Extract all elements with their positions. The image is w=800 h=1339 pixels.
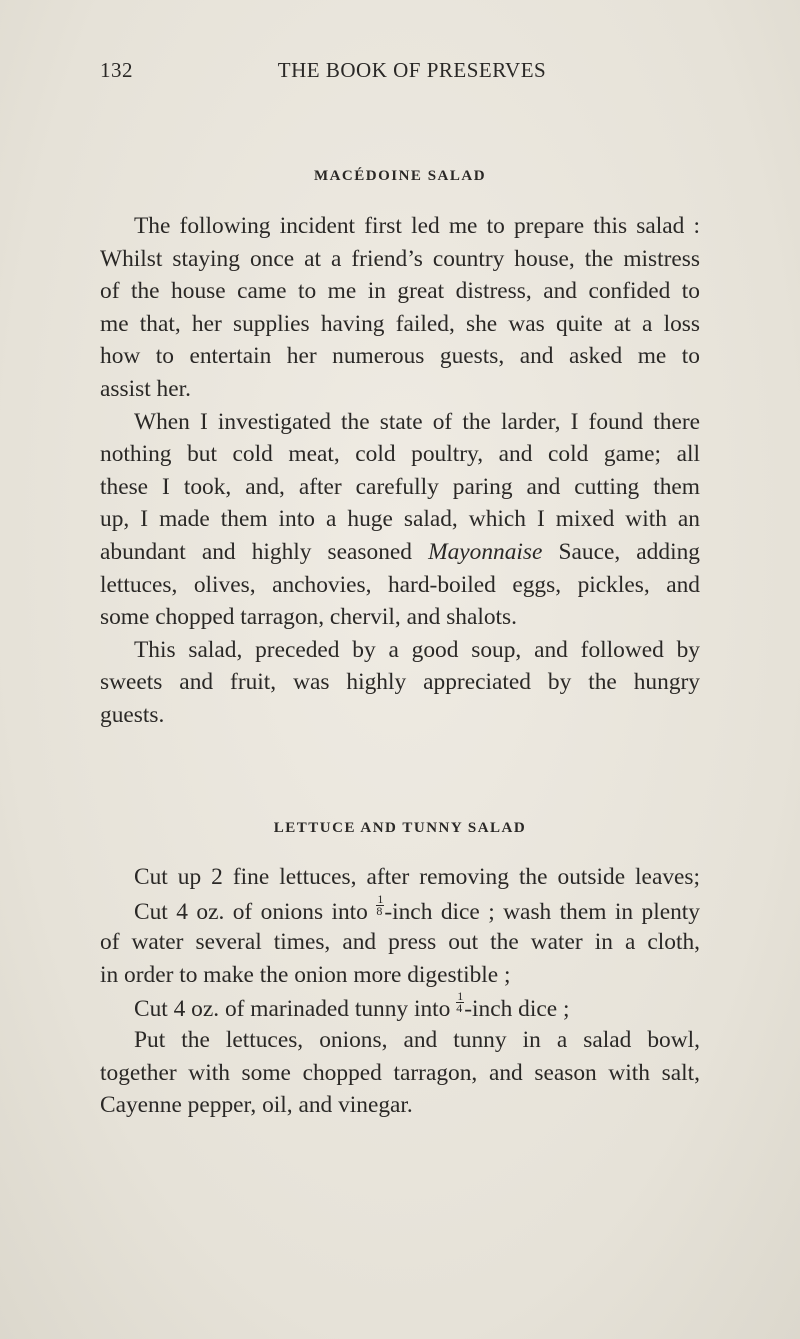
text-segment: abundant and highly seasoned — [100, 538, 412, 565]
text-line: The following incident first led me to prepare this salad : — [134, 213, 700, 239]
text-segment: Sauce, adding — [558, 538, 700, 565]
text-line-quarter-inch — [100, 991, 700, 1024]
text-line: Cayenne pepper, oil, and vinegar. — [100, 1092, 413, 1119]
text-line: together with some chopped tarragon, and season with salt, — [100, 1059, 700, 1086]
text-line-mayonnaise — [100, 536, 700, 569]
text-line: When I investigated the state of the larder, I found there — [134, 408, 700, 435]
page-number: 132 — [100, 58, 133, 82]
text-line: nothing but cold meat, cold poultry, and cold game; all — [100, 441, 700, 468]
text-line: assist her. — [100, 375, 191, 402]
text-line: me that, her supplies having failed, she was quite at a loss — [100, 310, 700, 337]
section-body-lettuce-tunny-salad — [100, 861, 700, 1122]
text-line: Cut up 2 fine lettuces, after removing the outside leaves; — [134, 864, 700, 890]
section-body-macedoine-salad — [100, 210, 700, 732]
text-line: guests. — [100, 701, 165, 728]
fraction-denominator: 8 — [376, 903, 383, 918]
section-heading-macedoine-salad: MACÉDOINE SALAD — [313, 168, 487, 184]
fraction-denominator: 4 — [456, 1001, 463, 1016]
text-line: lettuces, olives, anchovies, hard-boiled eggs, pickles, and — [100, 571, 700, 598]
fraction-numerator: 1 — [457, 991, 464, 1004]
text-line: sweets and fruit, was highly appreciated by the hungry — [100, 669, 700, 696]
text-line: some chopped tarragon, chervil, and shalots. — [100, 604, 518, 631]
text-line: Put the lettuces, onions, and tunny in a salad bowl, — [134, 1026, 700, 1053]
text-segment: Cut 4 oz. of marinaded tunny into — [134, 996, 451, 1023]
running-head — [100, 58, 700, 88]
text-segment: Cut 4 oz. of onions into — [134, 898, 368, 925]
text-segment: -inch dice ; wash them in plenty — [384, 898, 700, 925]
fraction-numerator: 1 — [377, 893, 384, 906]
text-segment: -inch dice ; — [464, 996, 570, 1023]
text-line: how to entertain her numerous guests, and asked me to — [100, 343, 700, 370]
italic-term-mayonnaise: Mayonnaise — [428, 538, 543, 565]
text-line-eighth-inch — [100, 894, 700, 927]
text-line: up, I made them into a huge salad, which I mixed with an — [100, 506, 700, 533]
text-line: Whilst staying once at a friend’s country house, the mistress — [100, 245, 700, 272]
text-line: This salad, preceded by a good soup, and followed by — [134, 636, 700, 663]
section-heading-lettuce-tunny-salad: LETTUCE AND TUNNY SALAD — [273, 820, 527, 836]
text-line: in order to make the onion more digestible ; — [100, 961, 511, 988]
text-line: these I took, and, after carefully paring and cutting them — [100, 473, 700, 500]
text-line: of water several times, and press out the water in a cloth, — [100, 929, 700, 956]
text-line: of the house came to me in great distress, and confided to — [100, 278, 700, 305]
running-title: THE BOOK OF PRESERVES — [277, 58, 547, 82]
